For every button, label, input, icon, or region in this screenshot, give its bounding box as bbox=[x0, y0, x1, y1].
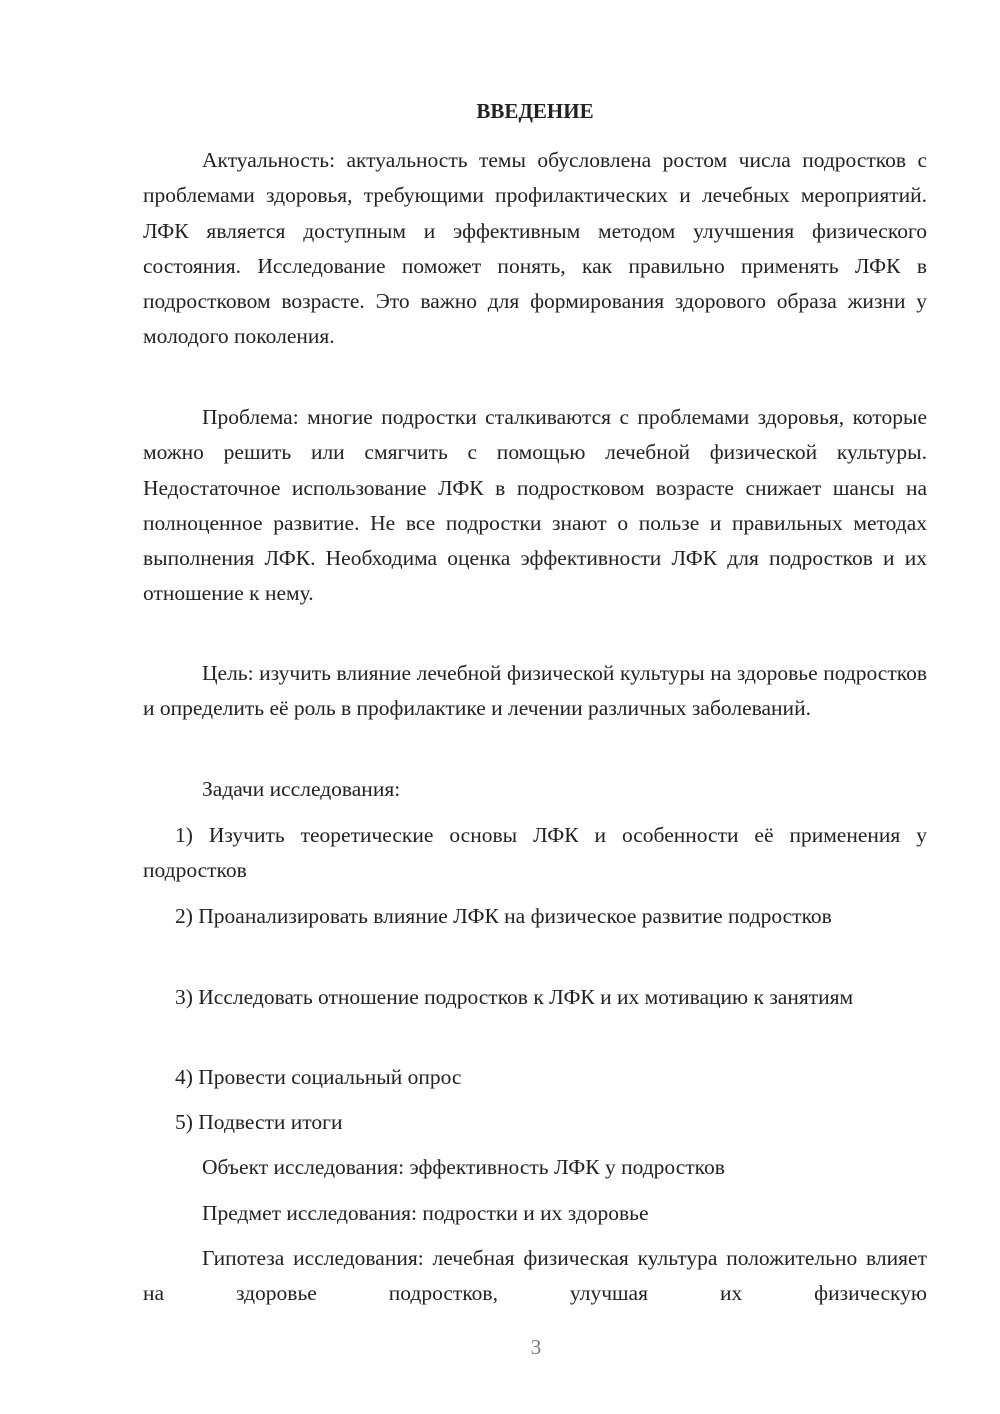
task-item-4: 4) Провести социальный опрос bbox=[175, 1065, 462, 1089]
tasks-heading: Задачи исследования: bbox=[202, 777, 401, 801]
task-item-3: 3) Исследовать отношение подростков к ЛФК и их мотивацию к занятиям bbox=[175, 985, 854, 1009]
task-item-1: 1) Изучить теоретические основы ЛФК и особенности её применения у подростков bbox=[143, 823, 927, 883]
paragraph-object: Объект исследования: эффективность ЛФК у подростков bbox=[202, 1155, 725, 1179]
paragraph-actuality: Актуальность: актуальность темы обусловлена ростом числа подростков с проблемами здоровья, требующими профилактических и лечебных мероприятий. ЛФК является доступным и эффективным методом улучшения физического состояния. Исследование поможет понять, как правильно применять ЛФК в подростковом возрасте. Это важно для формирования здорового образа жизни у молодого поколения. bbox=[143, 148, 927, 349]
page-number: 3 bbox=[530, 1335, 542, 1359]
paragraph-problem: Проблема: многие подростки сталкиваются с проблемами здоровья, которые можно решить или смягчить с помощью лечебной физической культуры. Недостаточное использование ЛФК в подростковом возрасте снижает шансы на полноценное развитие. Не все подростки знают о пользе и правильных методах выполнения ЛФК. Необходима оценка эффективности ЛФК для подростков и их отношение к нему. bbox=[143, 405, 927, 606]
paragraph-hypothesis: Гипотеза исследования: лечебная физическая культура положительно влияет на здоровье подростков, улучшая их физическую bbox=[143, 1246, 927, 1306]
task-item-2: 2) Проанализировать влияние ЛФК на физическое развитие подростков bbox=[175, 904, 832, 928]
task-item-5: 5) Подвести итоги bbox=[175, 1110, 343, 1134]
section-title: ВВЕДЕНИЕ bbox=[476, 99, 594, 123]
paragraph-goal: Цель: изучить влияние лечебной физической культуры на здоровье подростков и определить её роль в профилактике и лечении различных заболеваний. bbox=[143, 661, 927, 721]
paragraph-subject: Предмет исследования: подростки и их здоровье bbox=[202, 1201, 649, 1225]
